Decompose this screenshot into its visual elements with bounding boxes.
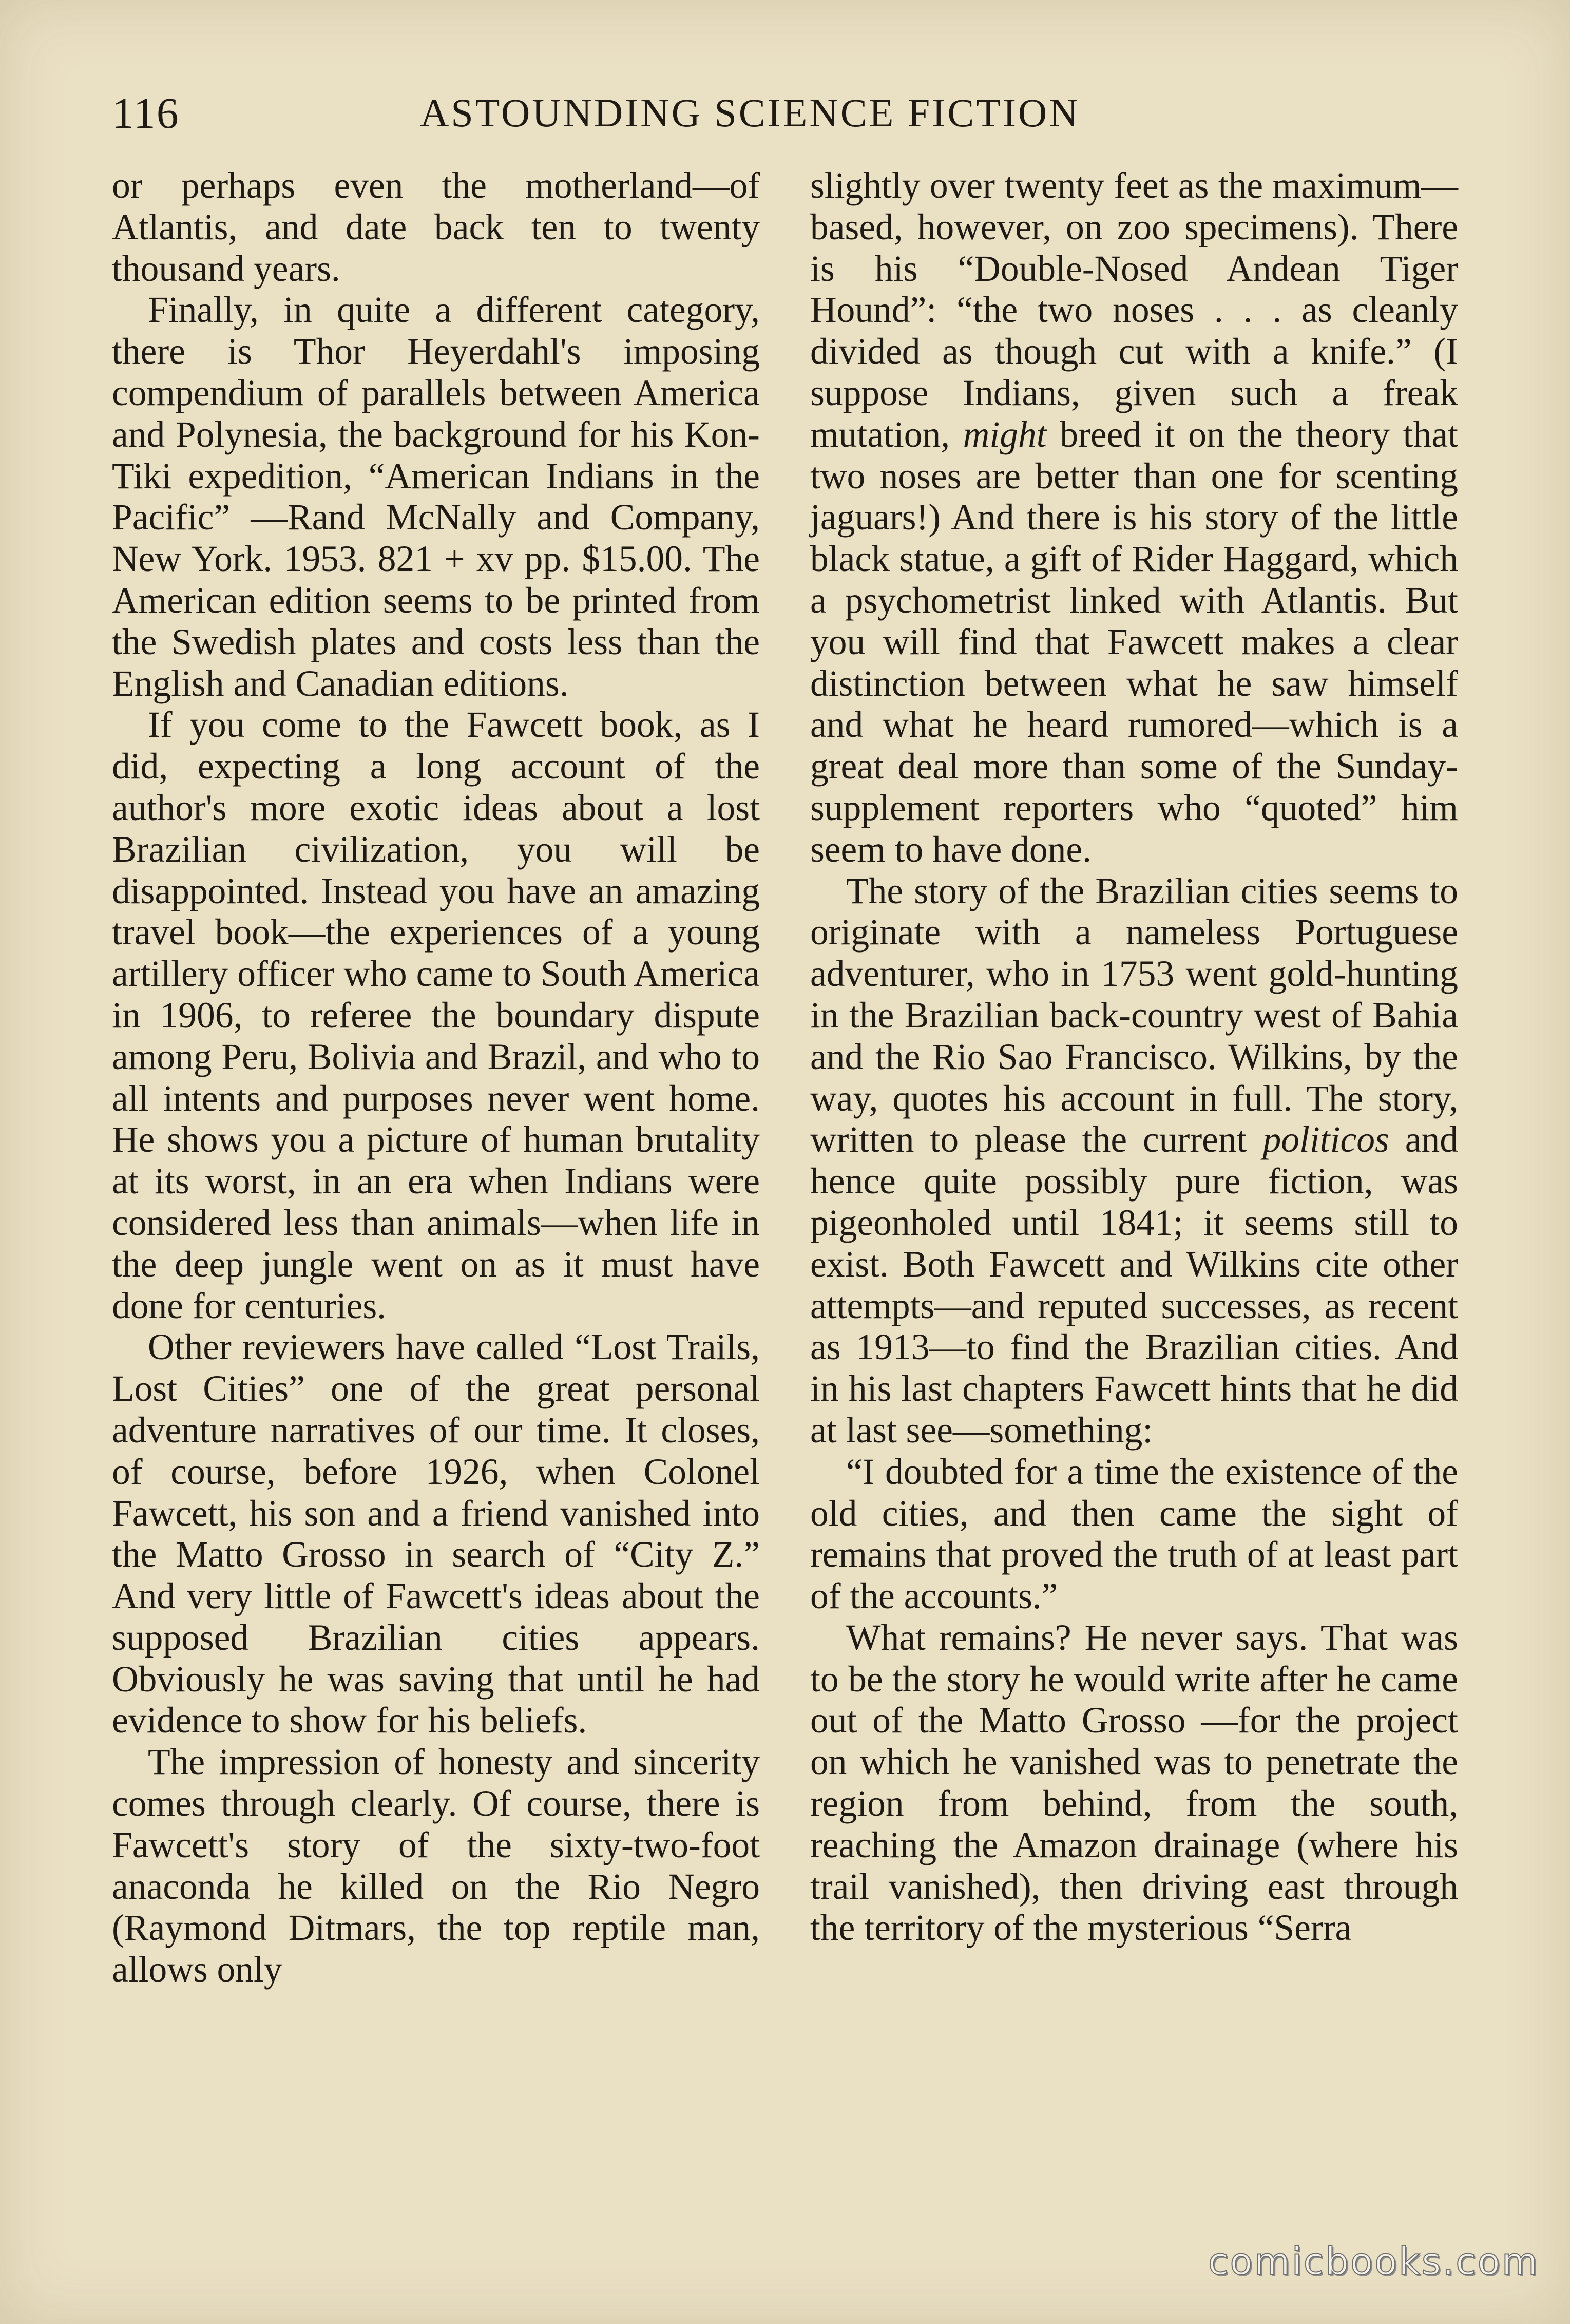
quotation-paragraph: “I doubted for a time the existence of the old cities, and then came the sight of remains that proved the truth of at least part of the accounts.”: [810, 1451, 1458, 1617]
paragraph: The impression of honesty and sincerity comes through clearly. Of course, there is Fawcett's story of the sixty-two-foot anaconda he killed on the Rio Negro (Raymond Ditmars, the top reptile man, allows only: [112, 1742, 760, 1990]
text-run: slightly over twenty feet as the maximum—based, however, on zoo specimens). There is his “Double-Nosed Andean Tiger Hound”: “the two noses . . . as cleanly divided as though cut with a knife.” (I suppose Indians, given such a freak mutation,: [810, 165, 1458, 455]
italic-text: politicos: [1262, 1119, 1389, 1160]
paragraph: If you come to the Fawcett book, as I did, expecting a long account of the author's more exotic ideas about a lost Brazilian civilization, you will be disappointed. Instead you have an amazing travel book—the experiences of a young artillery officer who came to South America in 1906, to referee the boundary dispute among Peru, Bolivia and Brazil, and who to all intents and purposes never went home. He shows you a picture of human brutality at its worst, in an era when Indians were considered less than animals—when life in the deep jungle went on as it must have done for centuries.: [112, 704, 760, 1326]
running-title: ASTOUNDING SCIENCE FICTION: [420, 90, 1080, 135]
italic-text: might: [963, 414, 1047, 455]
page-number: 116: [112, 88, 180, 138]
left-column: [112, 165, 760, 2199]
page-header: [112, 82, 1467, 144]
right-column: [810, 165, 1458, 2199]
paragraph: [810, 871, 1458, 1452]
paragraph: or perhaps even the motherland—of Atlantis, and date back ten to twenty thousand years.: [112, 165, 760, 289]
watermark: comicbooks.com: [1208, 2240, 1539, 2283]
paragraph: Finally, in quite a different category, there is Thor Heyerdahl's imposing compendium of parallels between America and Polynesia, the background for his Kon-Tiki expedition, “American Indians in the Pacific” —Rand McNally and Company, New York. 1953. 821 + xv pp. $15.00. The American edition seems to be printed from the Swedish plates and costs less than the English and Canadian editions.: [112, 290, 760, 704]
paragraph: Other reviewers have called “Lost Trails, Lost Cities” one of the great personal adventure narratives of our time. It closes, of course, before 1926, when Colonel Fawcett, his son and a friend vanished into the Matto Grosso in search of “City Z.” And very little of Fawcett's ideas about the supposed Brazilian cities appears. Obviously he was saving that until he had evidence to show for his beliefs.: [112, 1327, 760, 1741]
text-run: breed it on the theory that two noses are better than one for scenting jaguars!) And there is his story of the little black statue, a gift of Rider Haggard, which a psychometrist linked with Atlantis. But you will find that Fawcett makes a clear distinction between what he saw himself and what he heard rumored—which is a great deal more than some of the Sunday-supplement reporters who “quoted” him seem to have done.: [810, 414, 1458, 870]
paragraph: What remains? He never says. That was to be the story he would write after he came out of the Matto Grosso —for the project on which he vanished was to penetrate the region from behind, from the south, reaching the Amazon drainage (where his trail vanished), then driving east through the territory of the mysterious “Serra: [810, 1617, 1458, 1949]
paragraph: [810, 165, 1458, 871]
text-run: The story of the Brazilian cities seems to originate with a nameless Portuguese adventurer, who in 1753 went gold-hunting in the Brazilian back-country west of Bahia and the Rio Sao Francisco. Wilkins, by the way, quotes his account in full. The story, written to please the current: [810, 870, 1458, 1160]
text-run: and hence quite possibly pure fiction, was pigeonholed until 1841; it seems still to exist. Both Fawcett and Wilkins cite other attempts—and reputed successes, as recent as 1913—to find the Brazilian cities. And in his last chapters Fawcett hints that he did at last see—something:: [810, 1119, 1459, 1451]
